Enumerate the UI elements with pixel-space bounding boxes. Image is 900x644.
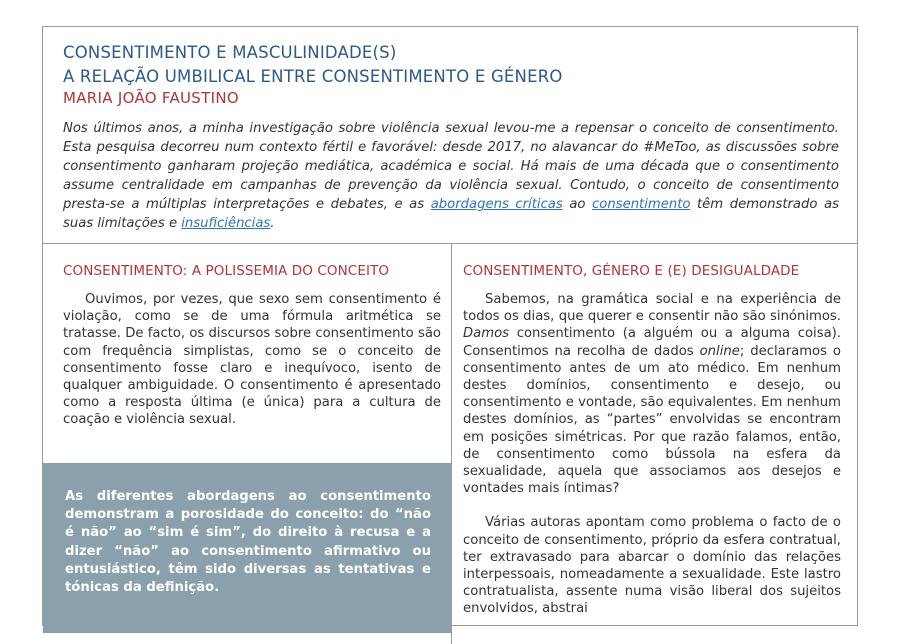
right-section-heading: CONSENTIMENTO, GÉNERO E (E) DESIGUALDADE xyxy=(463,263,800,279)
abstract-mid-2: têm demonstrado as suas limitações e xyxy=(63,197,839,231)
article-title xyxy=(63,41,563,89)
link-insuficiencias[interactable]: insuficiências xyxy=(181,216,271,231)
right-p1-mid: consentimento (a alguém ou a alguma coisa). Consentimos na recolha de dados xyxy=(463,326,841,359)
article-abstract xyxy=(63,119,839,233)
abstract-text: Nos últimos anos, a minha investigação sobre violência sexual levou-me a repensar o conceito de consentimento. Esta pesquisa decorreu num contexto fértil e favorável: desde 2017, no alavancar do #MeToo, as discussões sobre consentimento ganharam projeção mediática, académica e social. Há mais de uma década que o consentimento assume centralidade em campanhas de prevenção da violência sexual. Contudo, o conceito de consentimento presta-se a múltiplas interpretações e debates, e as xyxy=(63,121,839,212)
right-paragraph-1 xyxy=(463,291,841,497)
left-paragraph: Ouvimos, por vezes, que sexo sem consentimento é violação, como se de uma fórmula aritmética se tratasse. De facto, os discursos sobre consentimento são com frequência simplistas, como se o conceito de consentimento fosse claro e inequívoco, isento de qualquer ambiguidade. O consentimento é apresentado como a resposta última (e única) para a cultura de coação e violência sexual. xyxy=(63,292,441,428)
pull-quote-box xyxy=(43,463,451,633)
abstract-end: . xyxy=(270,216,275,231)
title-line-1: CONSENTIMENTO E MASCULINIDADE(S) xyxy=(63,43,397,62)
right-column xyxy=(463,263,841,618)
column-divider xyxy=(451,244,452,644)
link-abordagens-criticas[interactable]: abordagens críticas xyxy=(430,197,563,212)
abstract-mid: ao xyxy=(562,197,593,212)
article-frame xyxy=(42,26,858,626)
right-p1-start: Sabemos, na gramática social e na experiência de todos os dias, que querer e consentir não são sinónimos. xyxy=(463,292,841,325)
link-consentimento[interactable]: consentimento xyxy=(592,197,691,212)
right-p1-emphasis-online: online xyxy=(699,343,740,359)
title-line-2: A RELAÇÃO UMBILICAL ENTRE CONSENTIMENTO E GÉNERO xyxy=(63,67,563,86)
right-paragraph-2: Várias autoras apontam como problema o facto de o conceito de consentimento, próprio da esfera contratual, ter extravasado para abarcar o domínio das relações interpessoais, nomeadamente a sexualidade. Este lastro contratualista, assente numa visão liberal dos sujeitos envolvidos, abstrai xyxy=(463,515,841,617)
article-header xyxy=(43,27,857,244)
left-column xyxy=(63,263,441,596)
left-section-heading: CONSENTIMENTO: A POLISSEMIA DO CONCEITO xyxy=(63,263,390,279)
article-author: MARIA JOÃO FAUSTINO xyxy=(63,89,239,107)
right-p1-end: ; declaramos o consentimento antes de um ato médico. Em nenhum destes domínios, consentimento e desejo, ou consentimento e vontade, são equivalentes. Em nenhum destes domínios, as “partes” envolvidas se encontram em posições simétricas. Por que razão falamos, então, de consentimento como bússola na esfera da sexualidade, aquela que associamos aos desejos e vontades mais íntimas? xyxy=(463,343,841,497)
pull-quote-text: As diferentes abordagens ao consentimento demonstram a porosidade do conceito: do “não é não” ao “sim é sim”, do direito à recusa e a dizer “não” ao consentimento afirmativo ou entusiástico, têm sido diversas as tentativas e tónicas da definição. xyxy=(65,489,431,596)
right-p1-emphasis-damos: Damos xyxy=(463,326,510,342)
